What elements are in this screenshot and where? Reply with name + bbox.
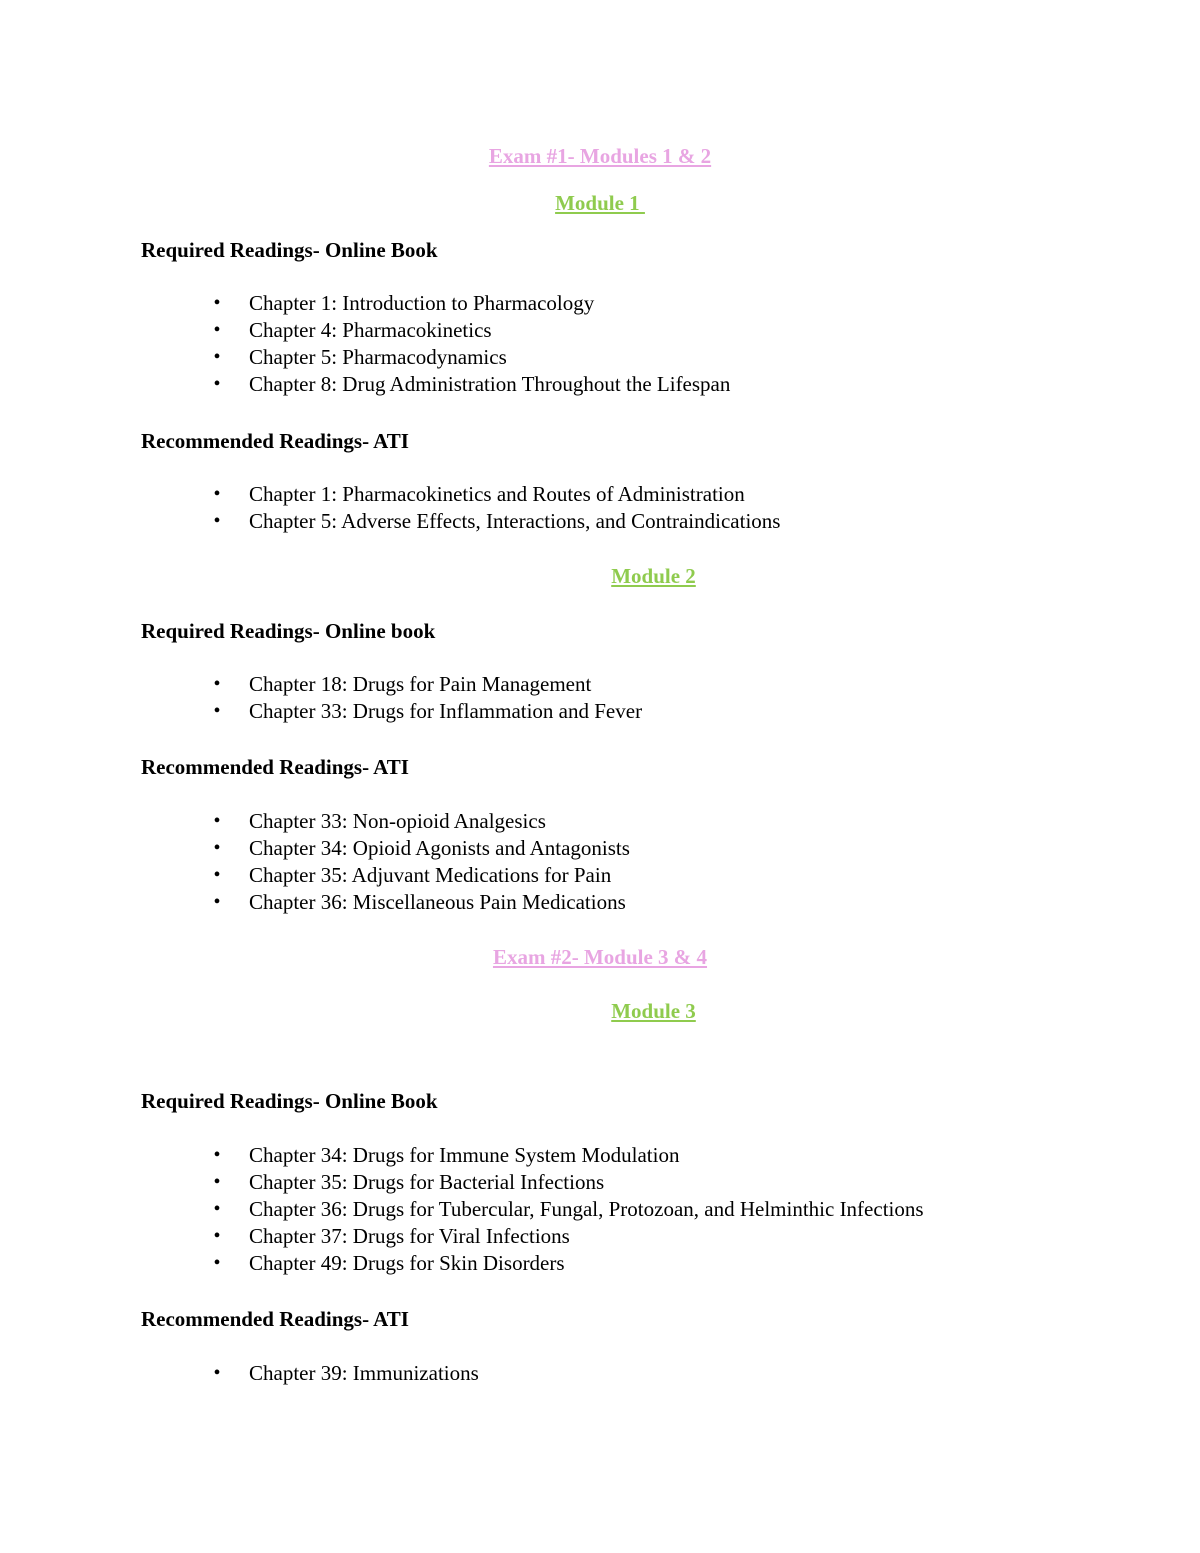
list-item-text: Chapter 35: Adjuvant Medications for Pain [249,863,612,887]
bullet-icon: • [213,810,221,832]
module-3-title: Module 3 [611,999,696,1023]
list-item-text: Chapter 1: Introduction to Pharmacology [249,291,595,315]
module-1-recommended-heading: Recommended Readings- ATI [141,429,409,453]
module-1-required-heading: Required Readings- Online Book [141,238,438,262]
module-2-required-heading: Required Readings- Online book [141,619,436,643]
bullet-icon: • [213,1362,221,1384]
bullet-icon: • [213,483,221,505]
module-1-title: Module 1 [555,191,645,215]
exam-2-title: Exam #2- Module 3 & 4 [492,945,708,969]
list-item-text: Chapter 8: Drug Administration Throughout the Lifespan [249,372,731,396]
bullet-icon: • [213,346,221,368]
bullet-icon: • [213,837,221,859]
list-item-text: Chapter 49: Drugs for Skin Disorders [249,1251,565,1275]
list-item-text: Chapter 5: Pharmacodynamics [249,345,507,369]
bullet-icon: • [213,319,221,341]
list-item-text: Chapter 36: Miscellaneous Pain Medications [249,890,626,914]
bullet-icon: • [213,1252,221,1274]
list-item-text: Chapter 33: Drugs for Inflammation and Fever [249,699,643,723]
module-2-recommended-heading: Recommended Readings- ATI [141,755,409,779]
bullet-icon: • [213,1171,221,1193]
list-item-text: Chapter 1: Pharmacokinetics and Routes of Administration [249,482,745,506]
list-item-text: Chapter 34: Drugs for Immune System Modulation [249,1143,680,1167]
list-item-text: Chapter 33: Non-opioid Analgesics [249,809,546,833]
list-item-text: Chapter 5: Adverse Effects, Interactions, and Contraindications [249,509,781,533]
module-2-title: Module 2 [611,564,696,588]
bullet-icon: • [213,1198,221,1220]
bullet-icon: • [213,1225,221,1247]
module-3-required-heading: Required Readings- Online Book [141,1089,438,1113]
module-3-recommended-heading: Recommended Readings- ATI [141,1307,409,1331]
list-item-text: Chapter 39: Immunizations [249,1361,479,1385]
list-item-text: Chapter 36: Drugs for Tubercular, Fungal, Protozoan, and Helminthic Infections [249,1197,924,1221]
list-item-text: Chapter 4: Pharmacokinetics [249,318,492,342]
bullet-icon: • [213,673,221,695]
bullet-icon: • [213,373,221,395]
list-item-text: Chapter 18: Drugs for Pain Management [249,672,592,696]
list-item-text: Chapter 37: Drugs for Viral Infections [249,1224,570,1248]
bullet-icon: • [213,292,221,314]
exam-1-title: Exam #1- Modules 1 & 2 [488,144,712,168]
bullet-icon: • [213,864,221,886]
list-item-text: Chapter 35: Drugs for Bacterial Infections [249,1170,605,1194]
bullet-icon: • [213,891,221,913]
bullet-icon: • [213,700,221,722]
bullet-icon: • [213,510,221,532]
list-item-text: Chapter 34: Opioid Agonists and Antagonists [249,836,630,860]
bullet-icon: • [213,1144,221,1166]
